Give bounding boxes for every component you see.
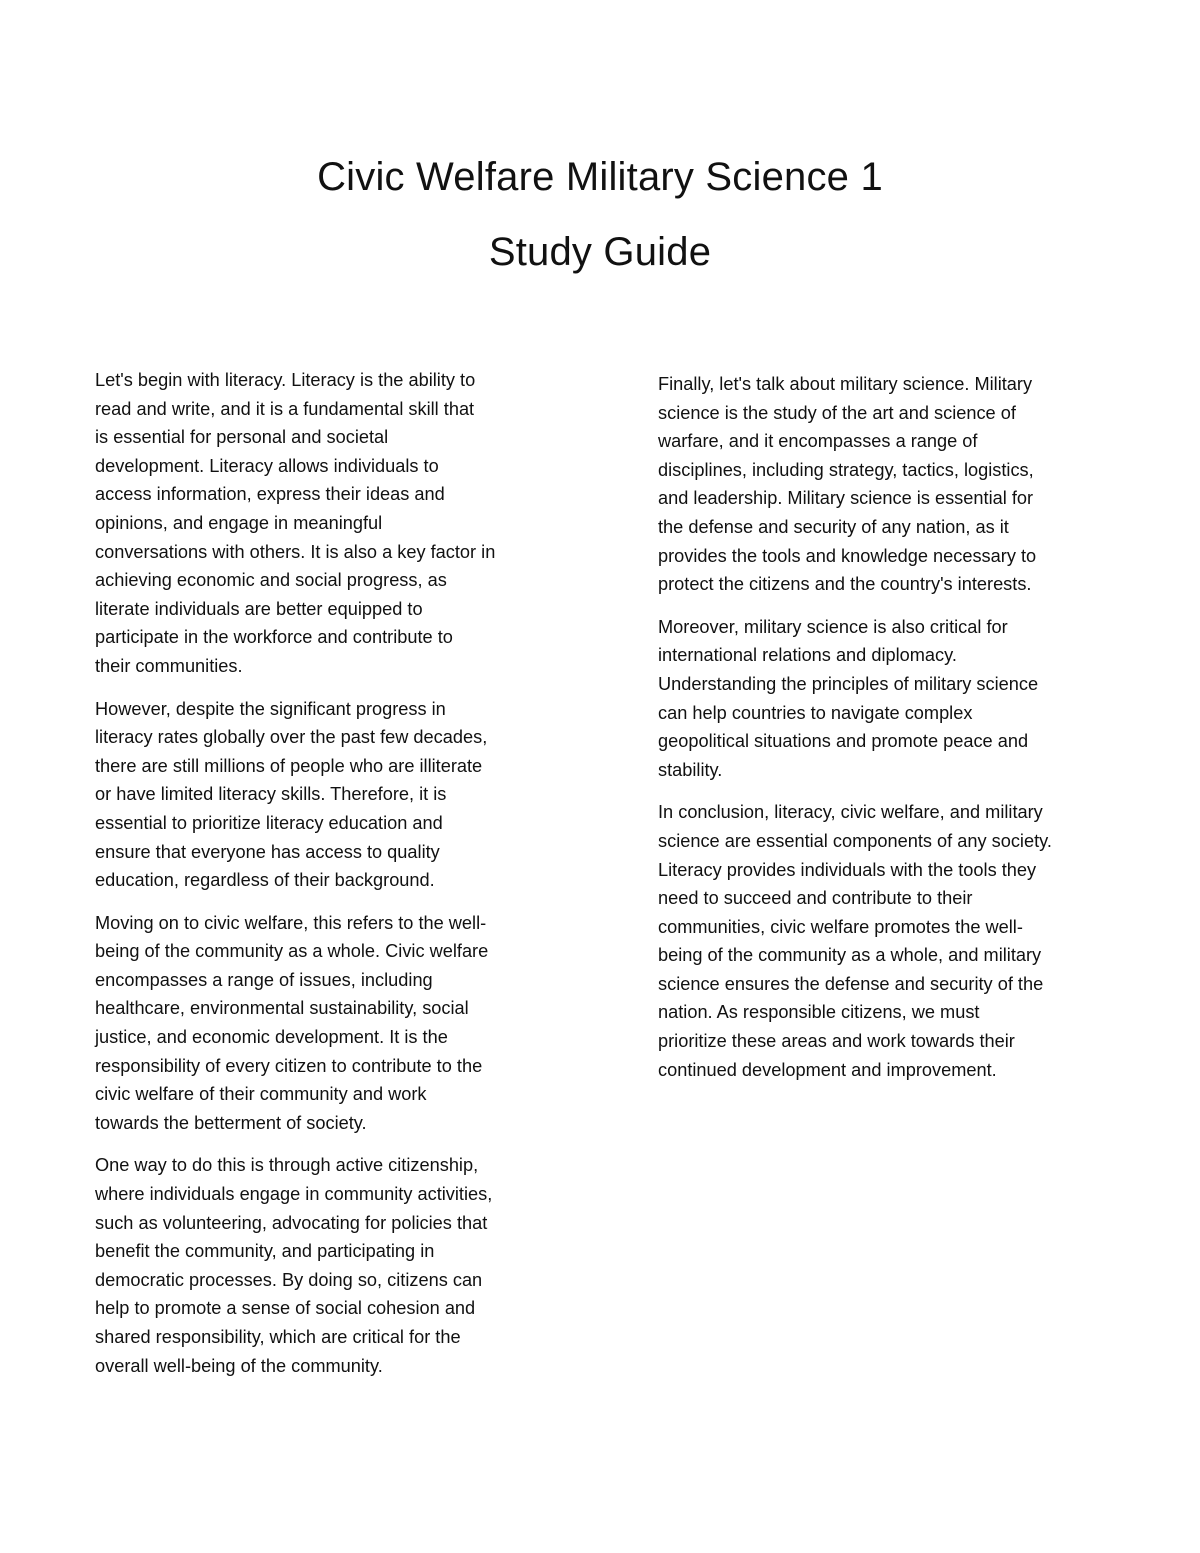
- text-line: opinions, and engage in meaningful: [95, 512, 383, 533]
- paragraph: [95, 695, 535, 895]
- text-line: warfare, and it encompasses a range of: [658, 431, 978, 452]
- text-line: democratic processes. By doing so, citizens can: [95, 1269, 483, 1290]
- text-line: shared responsibility, which are critical for the: [95, 1327, 461, 1347]
- paragraph: [658, 613, 1090, 785]
- text-line: However, despite the significant progress in: [95, 698, 446, 719]
- text-line: Finally, let's talk about military science. Military: [658, 374, 1033, 394]
- text-line: can help countries to navigate complex: [658, 702, 973, 723]
- text-line: healthcare, environmental sustainability, social: [95, 998, 469, 1019]
- text-line: science ensures the defense and security of the: [658, 973, 1044, 994]
- text-line: civic welfare of their community and work: [95, 1084, 427, 1105]
- text-line: and leadership. Military science is essential for: [658, 488, 1034, 509]
- text-line: stability.: [658, 759, 723, 780]
- document-title: Civic Welfare Military Science 1: [317, 155, 883, 199]
- document-subtitle: Study Guide: [488, 230, 712, 274]
- text-line: disciplines, including strategy, tactics, logistics,: [658, 459, 1034, 480]
- text-line: participate in the workforce and contribute to: [95, 627, 453, 648]
- text-line: Literacy provides individuals with the tools they: [658, 859, 1037, 880]
- text-line: ensure that everyone has access to quality: [95, 841, 440, 862]
- paragraph: [95, 366, 535, 681]
- paragraph: [658, 370, 1090, 599]
- text-line: In conclusion, literacy, civic welfare, and military: [658, 802, 1043, 823]
- text-line: overall well-being of the community.: [95, 1355, 383, 1376]
- text-line: One way to do this is through active citizenship,: [95, 1155, 479, 1176]
- text-line: geopolitical situations and promote peace and: [658, 731, 1029, 752]
- text-line: or have limited literacy skills. Therefore, it is: [95, 784, 447, 805]
- paragraph: [95, 909, 535, 1138]
- text-line: help to promote a sense of social cohesion and: [95, 1298, 476, 1319]
- text-line: encompasses a range of issues, including: [95, 969, 433, 990]
- text-line: essential to prioritize literacy education and: [95, 812, 443, 833]
- text-line: is essential for personal and societal: [95, 427, 389, 448]
- text-line: literacy rates globally over the past few decades,: [95, 727, 488, 748]
- text-line: Moreover, military science is also critical for: [658, 616, 1008, 637]
- text-line: Let's begin with literacy. Literacy is the ability to: [95, 370, 476, 390]
- text-line: access information, express their ideas and: [95, 484, 445, 505]
- text-line: literate individuals are better equipped to: [95, 598, 423, 619]
- text-line: where individuals engage in community activities,: [95, 1184, 493, 1205]
- text-line: conversations with others. It is also a key factor in: [95, 541, 496, 562]
- text-line: science is the study of the art and science of: [658, 402, 1016, 423]
- text-line: their communities.: [95, 655, 243, 676]
- text-line: the defense and security of any nation, as it: [658, 516, 1009, 537]
- text-line: benefit the community, and participating in: [95, 1241, 435, 1262]
- text-line: protect the citizens and the country's interests.: [658, 574, 1032, 595]
- text-line: prioritize these areas and work towards their: [658, 1031, 1015, 1052]
- text-line: need to succeed and contribute to their: [658, 888, 973, 909]
- text-line: being of the community as a whole, and military: [658, 945, 1042, 966]
- text-line: international relations and diplomacy.: [658, 645, 957, 666]
- text-line: communities, civic welfare promotes the well-: [658, 916, 1023, 937]
- text-line: development. Literacy allows individuals to: [95, 455, 439, 476]
- paragraph: [95, 1151, 535, 1380]
- text-line: provides the tools and knowledge necessary to: [658, 545, 1037, 566]
- text-line: education, regardless of their background.: [95, 870, 435, 891]
- text-line: justice, and economic development. It is the: [95, 1027, 448, 1048]
- text-line: achieving economic and social progress, as: [95, 570, 447, 591]
- text-line: science are essential components of any society.: [658, 830, 1052, 851]
- text-line: towards the betterment of society.: [95, 1112, 367, 1133]
- text-line: read and write, and it is a fundamental skill that: [95, 398, 475, 419]
- text-line: being of the community as a whole. Civic welfare: [95, 941, 489, 962]
- left-column: [95, 366, 535, 1394]
- right-column: [658, 370, 1090, 1098]
- text-line: responsibility of every citizen to contribute to the: [95, 1055, 483, 1076]
- text-line: Understanding the principles of military science: [658, 673, 1039, 694]
- text-line: there are still millions of people who are illiterate: [95, 755, 483, 776]
- paragraph: [658, 798, 1090, 1084]
- text-line: such as volunteering, advocating for policies that: [95, 1212, 488, 1233]
- text-line: continued development and improvement.: [658, 1059, 997, 1080]
- text-line: Moving on to civic welfare, this refers to the well-: [95, 912, 487, 933]
- text-line: nation. As responsible citizens, we must: [658, 1002, 980, 1023]
